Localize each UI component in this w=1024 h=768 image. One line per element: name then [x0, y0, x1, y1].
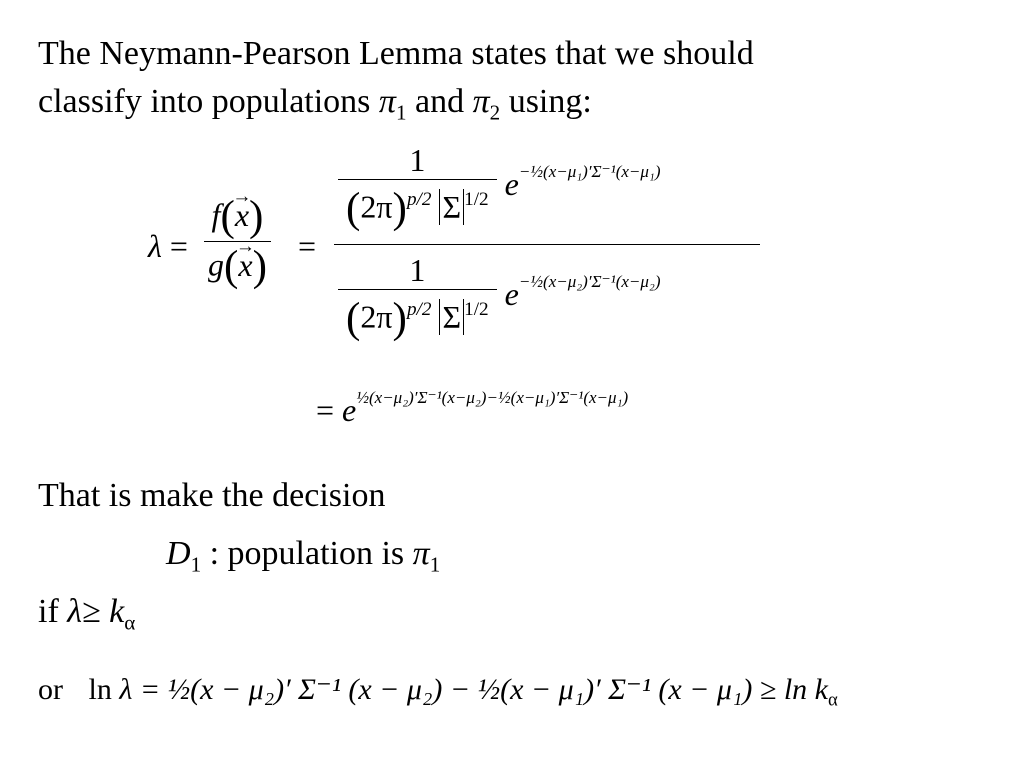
- exponent-pop1: −½(x−μ₁)′Σ⁻¹(x−μ₁): [518, 162, 661, 182]
- population-is-text: : population is: [209, 535, 405, 572]
- e-symbol-3: e: [342, 392, 357, 428]
- exponent-result: ½(x−μ₂)′Σ⁻¹(x−μ₂)−½(x−μ₁)′Σ⁻¹(x−μ₁): [356, 388, 629, 408]
- or-word: or: [38, 673, 63, 706]
- fx-over-gx: $\frac{f(x \to)}{g(x \to)}$: [204, 192, 271, 291]
- p-over-2-b: p/2: [406, 299, 432, 321]
- half-exponent-2: 1/2: [464, 299, 489, 321]
- intro-line-1-text: The Neymann-Pearson Lemma states that we should: [38, 35, 754, 72]
- numerator-density: $\frac{1}{(2\pi)^{p/2} \Sigma ^{1/2}}$ $e^{-\frac{1}{2}(x-\mu_1)'\Sigma^{-1}(x-\mu_1)}$: [338, 142, 661, 233]
- numerator-one: 1: [409, 142, 426, 178]
- d-symbol: D: [166, 535, 191, 572]
- equals-sign-3: =: [316, 392, 335, 428]
- pi-symbol-2: $\pi_2$: [472, 83, 501, 125]
- d-subscript: 1: [190, 552, 202, 577]
- simplified-result: [316, 388, 629, 429]
- likelihood-ratio-equation: [148, 140, 768, 360]
- lambda-symbol-3: λ: [119, 673, 133, 706]
- decision-d1: [166, 532, 440, 586]
- decision-intro: That is make the decision: [38, 477, 386, 514]
- x-vector: x →: [235, 197, 249, 234]
- geq-k: ≥ k: [82, 593, 125, 630]
- exponent-pop2: −½(x−μ₂)′Σ⁻¹(x−μ₂): [518, 272, 661, 292]
- sigma-determinant: Σ: [439, 189, 464, 225]
- lambda-symbol-2: λ: [67, 593, 83, 630]
- alpha-subscript: α: [124, 610, 136, 635]
- denominator-density: $\frac{1}{(2\pi)^{p/2} \Sigma ^{1/2}}$ $e^{-\frac{1}{2}(x-\mu_2)'\Sigma^{-1}(x-\mu_2)}$: [338, 252, 661, 343]
- alpha-subscript-2: α: [828, 689, 838, 711]
- intro-line-2: [38, 80, 592, 134]
- pi-symbol-3: $\pi_1$: [412, 535, 441, 577]
- intro-line-1: [38, 32, 754, 76]
- main-fraction-bar: [334, 244, 760, 245]
- and-word: and: [415, 83, 465, 120]
- ln-word: ln: [88, 673, 112, 706]
- pi-symbol-1: $\pi_1$: [378, 83, 407, 125]
- equals-sign-2: =: [298, 228, 317, 264]
- denominator-one: 1: [409, 252, 426, 288]
- two-pi: 2π: [360, 188, 393, 225]
- lambda-lhs: [148, 228, 188, 265]
- condition-line: [38, 590, 135, 644]
- half-exponent: 1/2: [464, 189, 489, 211]
- intro-line-2-text: classify into populations: [38, 83, 371, 120]
- lambda-symbol: λ: [148, 228, 162, 264]
- if-word: if: [38, 593, 59, 630]
- f-symbol: f: [211, 196, 221, 233]
- p-over-2: p/2: [406, 189, 432, 211]
- log-form-line: [38, 668, 838, 723]
- e-symbol-2: e: [504, 275, 519, 312]
- equals-sign: =: [169, 228, 188, 264]
- log-inequality: = ½(x − μ₂)′ Σ⁻¹ (x − μ₂) − ½(x − μ₁)′ Σ⁻¹ (x − μ₁) ≥ ln k: [139, 673, 828, 706]
- e-symbol-1: e: [504, 165, 519, 202]
- sigma-determinant-2: Σ: [439, 299, 464, 335]
- two-pi-2: 2π: [360, 298, 393, 335]
- g-symbol: g: [208, 246, 224, 283]
- x-vector-2: x →: [238, 247, 252, 284]
- using-word: using:: [508, 83, 592, 120]
